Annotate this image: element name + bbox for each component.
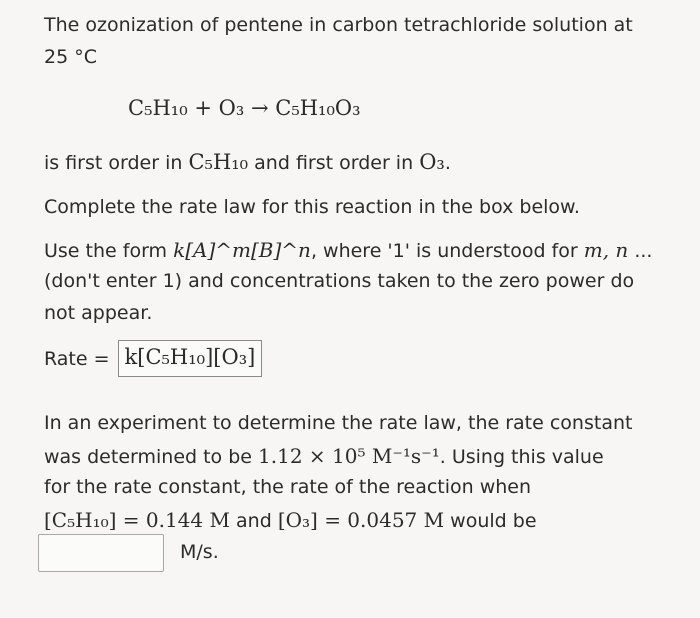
problem-intro-line1: The ozonization of pentene in carbon tetrachloride solution at bbox=[44, 14, 633, 36]
rate-constant-value: 1.12 × 10⁵ M⁻¹s⁻¹ bbox=[258, 444, 440, 468]
order-middle: and first order in bbox=[254, 152, 414, 174]
experiment-line2-prefix: was determined to be bbox=[44, 446, 252, 468]
rate-law-answer-box[interactable] bbox=[118, 340, 263, 377]
order-statement bbox=[44, 150, 451, 174]
and-word: and bbox=[236, 510, 272, 532]
instruction-variables: m, n bbox=[583, 238, 629, 262]
instruction-ellipsis: ... bbox=[634, 240, 653, 262]
rate-unit: M/s. bbox=[180, 541, 219, 563]
experiment-line1: In an experiment to determine the rate law, the rate constant bbox=[44, 412, 633, 434]
reactant-ozone: O₃ bbox=[218, 96, 245, 120]
order-suffix: . bbox=[444, 152, 451, 174]
instruction-line1: Complete the rate law for this reaction in the box below. bbox=[44, 196, 580, 218]
instruction-line3: (don't enter 1) and concentrations taken to the zero power do bbox=[44, 270, 635, 292]
rate-law-answer: k[C₅H₁₀][O₃] bbox=[124, 345, 256, 369]
instruction-line4: not appear. bbox=[44, 302, 153, 324]
instruction-form-suffix: , where '1' is understood for bbox=[310, 240, 578, 262]
ozone-concentration: [O₃] = 0.0457 M bbox=[277, 508, 445, 532]
order-prefix: is first order in bbox=[44, 152, 183, 174]
reaction-arrow-icon: → bbox=[250, 96, 269, 120]
instruction-form-prefix: Use the form bbox=[44, 240, 168, 262]
product-ozonide: C₅H₁₀O₃ bbox=[275, 96, 361, 120]
pentene-concentration: [C₅H₁₀] = 0.144 M bbox=[44, 508, 230, 532]
rate-law-row bbox=[44, 340, 262, 377]
order-species1: C₅H₁₀ bbox=[188, 150, 249, 174]
experiment-line4-suffix: would be bbox=[450, 510, 537, 532]
order-species2: O₃ bbox=[419, 150, 445, 174]
experiment-line4 bbox=[44, 508, 537, 532]
experiment-line3: for the rate constant, the rate of the reaction when bbox=[44, 476, 532, 498]
experiment-line2 bbox=[44, 444, 604, 468]
problem-intro-line2: 25 °C bbox=[44, 46, 97, 68]
reactant-pentene: C₅H₁₀ bbox=[128, 96, 188, 120]
rate-label: Rate = bbox=[44, 347, 110, 370]
plus-sign: + bbox=[194, 96, 212, 120]
instruction-line2 bbox=[44, 238, 652, 262]
rate-form-expression: k[A]^m[B]^n bbox=[173, 238, 311, 262]
experiment-line2-suffix: . Using this value bbox=[439, 446, 604, 468]
chemical-equation bbox=[128, 96, 361, 120]
rate-answer-input[interactable] bbox=[38, 534, 164, 572]
